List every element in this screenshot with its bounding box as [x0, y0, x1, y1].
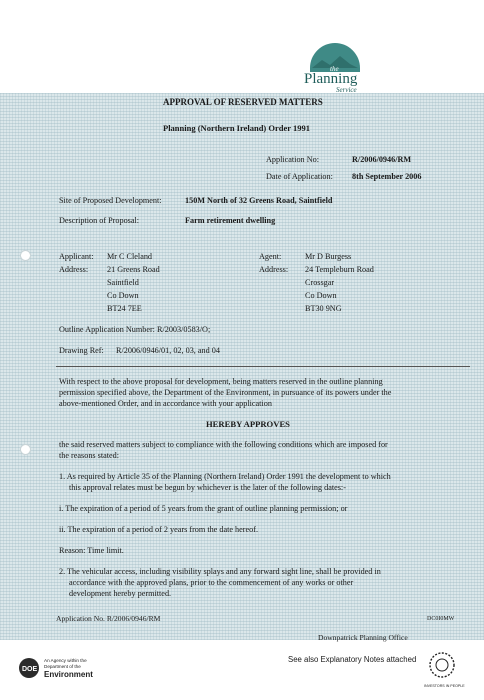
description-label: Description of Proposal:	[59, 216, 140, 225]
intro-line: permission specified above, the Department of the Environment, in pursuance of its powers under the	[59, 388, 392, 397]
site-value: 150M North of 32 Greens Road, Saintfield	[185, 196, 333, 205]
site-label: Site of Proposed Development:	[59, 196, 162, 205]
applicant-address-line: Saintfield	[107, 278, 139, 287]
agent-address-line: Co Down	[305, 291, 337, 300]
document-title: APPROVAL OF RESERVED MATTERS	[163, 97, 323, 107]
condition-ii: ii. The expiration of a period of 2 years from the date hereof.	[59, 525, 259, 534]
reserved-matters-line: the reasons stated:	[59, 451, 120, 460]
condition-i: i. The expiration of a period of 5 years from the grant of outline planning permission; or	[59, 504, 348, 513]
document-subtitle: Planning (Northern Ireland) Order 1991	[163, 123, 311, 133]
agent-name: Mr D Burgess	[305, 252, 352, 261]
binder-hole-top	[20, 250, 31, 261]
applicant-name: Mr C Cleland	[107, 252, 153, 261]
logo-planning: Planning	[304, 71, 358, 87]
intro-line: above-mentioned Order, and in accordance with your application	[59, 399, 272, 408]
doe-line: Environment	[44, 670, 93, 679]
condition-1-line: 1. As required by Article 35 of the Planning (Northern Ireland) Order 1991 the development to which	[59, 472, 391, 481]
binder-hole-bottom	[20, 444, 31, 455]
drawing-ref-value: R/2006/0946/01, 02, 03, and 04	[116, 346, 220, 355]
explanatory-notes: See also Explanatory Notes attached	[288, 655, 417, 664]
applicant-address-line: Co Down	[107, 291, 139, 300]
outline-application-number: Outline Application Number: R/2003/0583/O;	[59, 325, 211, 334]
planning-service-logo	[290, 34, 380, 94]
applicant-address-label: Address:	[59, 265, 89, 274]
hereby-approves-heading: HEREBY APPROVES	[206, 419, 290, 429]
investors-in-people-logo	[424, 650, 465, 690]
condition-2-line: development hereby permitted.	[69, 589, 172, 598]
condition-2-line: 2. The vehicular access, including visibility splays and any forward sight line, shall be provided in	[59, 567, 381, 576]
logo-service: Service	[336, 86, 357, 94]
applicant-label: Applicant:	[59, 252, 94, 261]
condition-2-line: accordance with the approved plans, prior to the commencement of any works or other	[69, 578, 354, 587]
application-no-label: Application No:	[266, 155, 319, 164]
agent-address-line: BT30 9NG	[305, 304, 342, 313]
doe-line: Department of the	[44, 664, 81, 669]
date-label: Date of Application:	[266, 172, 333, 181]
agent-address-line: Crossgar	[305, 278, 335, 287]
top-margin	[0, 0, 484, 93]
divider-rule	[56, 366, 470, 367]
drawing-ref-label: Drawing Ref:	[59, 346, 104, 355]
agent-label: Agent:	[259, 252, 282, 261]
footer-application-no: Application No. R/2006/0946/RM	[56, 614, 161, 623]
application-no-value: R/2006/0946/RM	[352, 155, 412, 164]
intro-line: With respect to the above proposal for development, being matters reserved in the outline planning	[59, 377, 383, 386]
applicant-address-line: BT24 7EE	[107, 304, 142, 313]
agent-address-label: Address:	[259, 265, 289, 274]
planning-office: Downpatrick Planning Office	[318, 633, 408, 642]
doe-mark: DOE	[22, 666, 38, 673]
description-value: Farm retirement dwelling	[185, 216, 276, 225]
logo-the: the	[330, 65, 339, 73]
footer-code: DC0I0MW	[427, 616, 455, 622]
date-value: 8th September 2006	[352, 172, 422, 181]
agent-address-line: 24 Templeburn Road	[305, 265, 374, 274]
iip-text: INVESTORS IN PEOPLE	[424, 684, 465, 688]
reserved-matters-line: the said reserved matters subject to compliance with the following conditions which are imposed for	[59, 440, 388, 449]
doe-line: An Agency within the	[44, 658, 87, 663]
reason-text: Reason: Time limit.	[59, 546, 124, 555]
applicant-address-line: 21 Greens Road	[107, 265, 160, 274]
doe-logo	[18, 652, 108, 686]
condition-1-line: this approval relates must be begun by whichever is the later of the following dates:-	[69, 483, 346, 492]
